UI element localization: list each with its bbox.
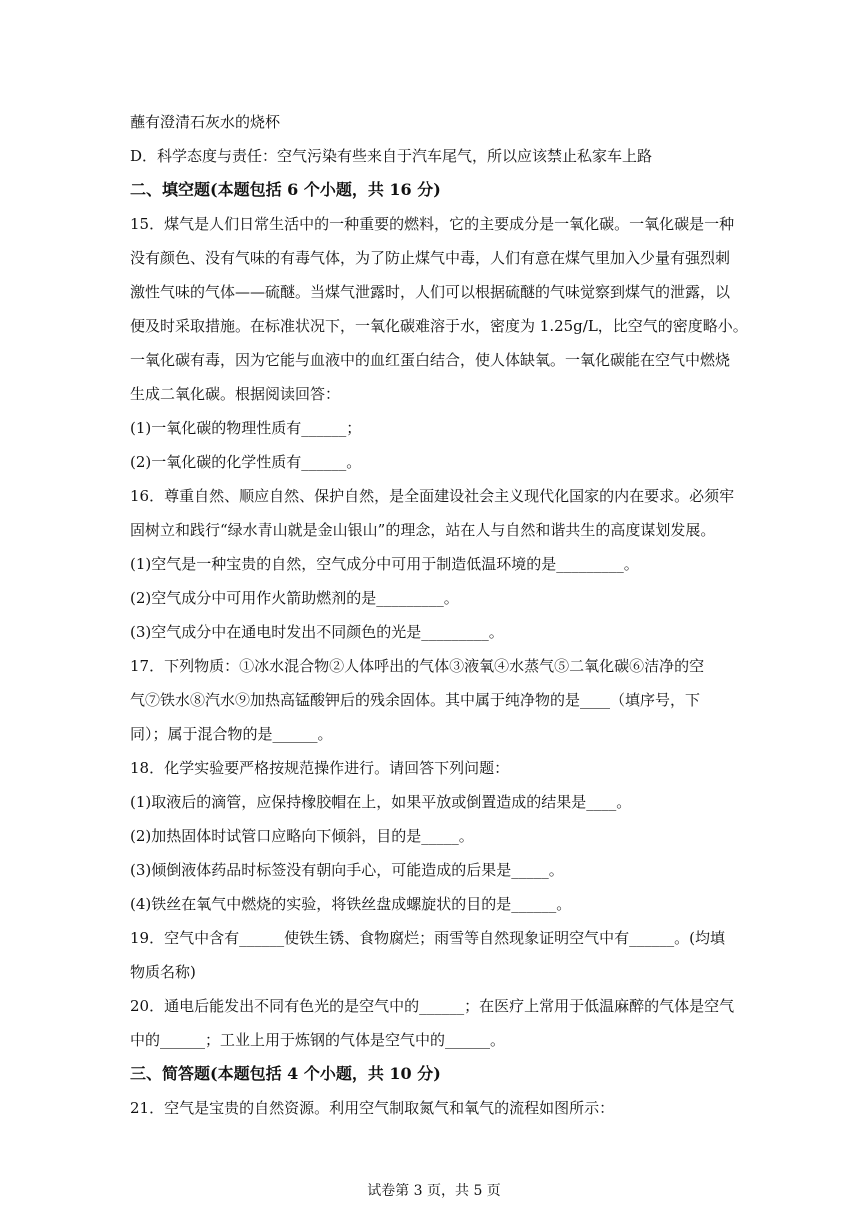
text-line: 气⑦铁水⑧汽水⑨加热高锰酸钾后的残余固体。其中属于纯净物的是____（填序号，下 (130, 691, 701, 709)
text-line: 生成二氧化碳。根据阅读回答： (130, 385, 341, 403)
text-line: (1)取液后的滴管，应保持橡胶帽在上，如果平放或倒置造成的结果是____。 (130, 793, 632, 811)
text-line: 激性气味的气体——硫醚。当煤气泄露时，人们可以根据硫醚的气味觉察到煤气的泄露，以 (130, 283, 731, 301)
text-line: 21．空气是宝贵的自然资源。利用空气制取氮气和氧气的流程如图所示： (130, 1099, 615, 1117)
text-line: (4)铁丝在氧气中燃烧的实验，将铁丝盘成螺旋状的目的是______。 (130, 895, 572, 913)
text-line: 17．下列物质：①冰水混合物②人体呼出的气体③液氧④水蒸气⑤二氧化碳⑥洁净的空 (130, 657, 705, 675)
text-line: (2)空气成分中可用作火箭助燃剂的是_________。 (130, 589, 459, 607)
text-line: (2)一氧化碳的化学性质有______。 (130, 453, 362, 471)
text-line: 蘸有澄清石灰水的烧杯 (130, 113, 281, 131)
text-line: (3)空气成分中在通电时发出不同颜色的光是_________。 (130, 623, 504, 641)
text-line: 中的______；工业上用于炼钢的气体是空气中的______。 (130, 1031, 506, 1049)
text-line: 18．化学实验要严格按规范操作进行。请回答下列问题： (130, 759, 510, 777)
page-footer: 试卷第 3 页，共 5 页 (367, 1183, 501, 1199)
text-line: 一氧化碳有毒，因为它能与血液中的血红蛋白结合，使人体缺氧。一氧化碳能在空气中燃烧 (130, 351, 731, 369)
text-line: 19．空气中含有______使铁生锈、食物腐烂；雨雪等自然现象证明空气中有______。(均填 (130, 929, 725, 947)
text-line: 同）；属于混合物的是______。 (130, 725, 333, 743)
text-line: (2)加热固体时试管口应略向下倾斜，目的是_____。 (130, 827, 474, 845)
section-heading: 二、填空题(本题包括 6 个小题，共 16 分) (130, 180, 441, 199)
text-line: 16．尊重自然、顺应自然、保护自然，是全面建设社会主义现代化国家的内在要求。必须牢 (130, 487, 735, 505)
text-line: 20．通电后能发出不同有色光的是空气中的______；在医疗上常用于低温麻醉的气体是空气 (130, 997, 735, 1015)
text-line: D．科学态度与责任：空气污染有些来自于汽车尾气，所以应该禁止私家车上路 (130, 147, 653, 165)
text-line: (1)一氧化碳的物理性质有______； (130, 419, 362, 437)
text-line: 便及时采取措施。在标准状况下，一氧化碳难溶于水，密度为 1.25g/L，比空气的密度略小。 (130, 317, 748, 335)
text-line: 15．煤气是人们日常生活中的一种重要的燃料，它的主要成分是一氧化碳。一氧化碳是一种 (130, 215, 735, 233)
text-line: (1)空气是一种宝贵的自然，空气成分中可用于制造低温环境的是_________。 (130, 555, 639, 573)
text-line: 固树立和践行“绿水青山就是金山银山”的理念，站在人与自然和谐共生的高度谋划发展。 (130, 521, 716, 539)
text-line: 物质名称) (130, 963, 196, 981)
text-line: (3)倾倒液体药品时标签没有朝向手心，可能造成的后果是_____。 (130, 861, 564, 879)
section-heading: 三、简答题(本题包括 4 个小题，共 10 分) (130, 1064, 441, 1083)
text-line: 没有颜色、没有气味的有毒气体，为了防止煤气中毒，人们有意在煤气里加入少量有强烈刺 (130, 249, 731, 267)
